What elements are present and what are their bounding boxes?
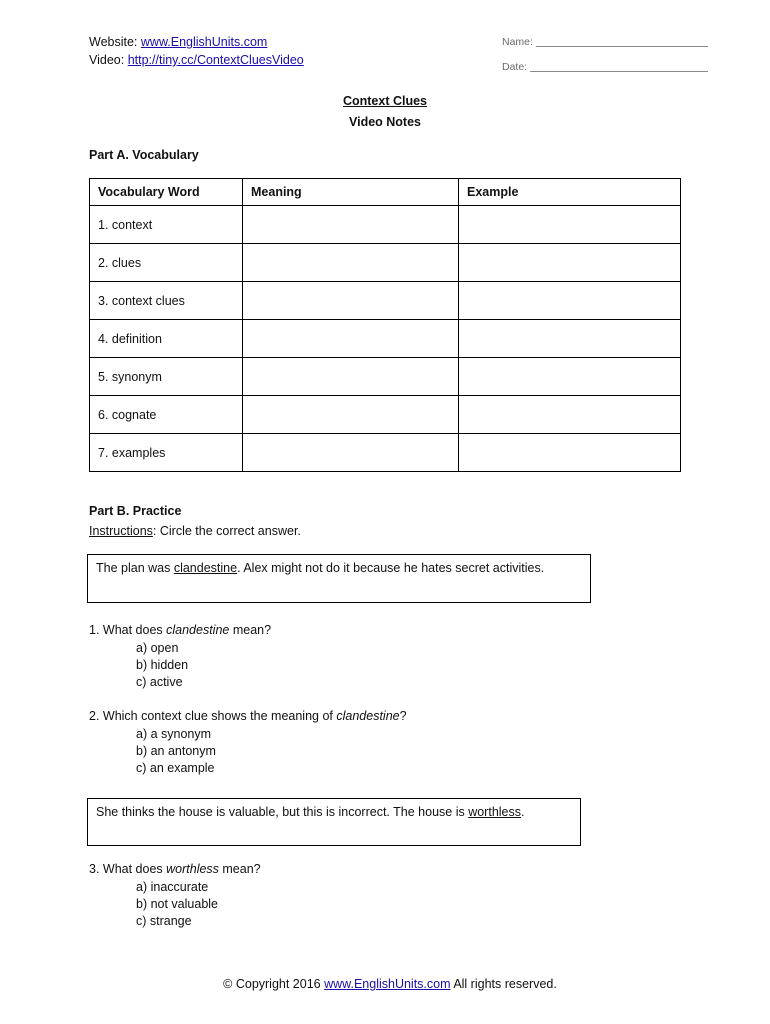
table-row <box>90 396 681 434</box>
meaning-cell[interactable] <box>243 358 459 396</box>
part-b-heading: Part B. Practice <box>89 504 182 518</box>
answer-option[interactable]: b) an antonym <box>136 744 216 758</box>
example-cell[interactable] <box>459 320 681 358</box>
table-row <box>90 282 681 320</box>
instructions-label: Instructions <box>89 524 153 538</box>
meaning-cell[interactable] <box>243 282 459 320</box>
answer-option[interactable]: c) active <box>136 675 183 689</box>
answer-option[interactable]: b) hidden <box>136 658 189 672</box>
question-3-options <box>136 879 218 930</box>
meaning-cell[interactable] <box>243 206 459 244</box>
answer-option[interactable]: a) inaccurate <box>136 880 209 894</box>
answer-option[interactable]: a) a synonym <box>136 727 212 741</box>
vocab-word: 1. context <box>90 206 243 244</box>
table-row <box>90 358 681 396</box>
table-row <box>90 434 681 472</box>
meaning-cell[interactable] <box>243 434 459 472</box>
table-row <box>90 206 681 244</box>
question-1: 1. What does clandestine mean? <box>89 623 272 637</box>
instructions <box>89 524 301 538</box>
question-1-options <box>136 640 188 691</box>
target-word: worthless <box>468 805 521 819</box>
question-3: 3. What does worthless mean? <box>89 862 261 876</box>
passage-box-2: She thinks the house is valuable, but this is incorrect. The house is worthless. <box>87 798 581 846</box>
meaning-cell[interactable] <box>243 244 459 282</box>
date-blank[interactable] <box>530 71 708 72</box>
example-cell[interactable] <box>459 206 681 244</box>
answer-option[interactable]: b) not valuable <box>136 897 219 911</box>
website-line <box>89 35 267 49</box>
question-2-options <box>136 726 216 777</box>
column-header-vocabulary: Vocabulary Word <box>90 179 243 206</box>
table-row <box>90 320 681 358</box>
video-label: Video: <box>89 53 125 67</box>
example-cell[interactable] <box>459 358 681 396</box>
vocab-word: 2. clues <box>90 244 243 282</box>
meaning-cell[interactable] <box>243 396 459 434</box>
example-cell[interactable] <box>459 434 681 472</box>
part-a-heading: Part A. Vocabulary <box>89 148 199 162</box>
meaning-cell[interactable] <box>243 320 459 358</box>
vocab-word: 4. definition <box>90 320 243 358</box>
example-cell[interactable] <box>459 282 681 320</box>
footer <box>0 977 770 991</box>
date-field[interactable] <box>502 61 708 73</box>
question-2: 2. Which context clue shows the meaning of clandestine? <box>89 709 407 723</box>
answer-option[interactable]: a) open <box>136 641 179 655</box>
name-field[interactable] <box>502 36 708 48</box>
name-label: Name: <box>502 36 533 48</box>
target-word: clandestine <box>173 561 238 575</box>
video-link[interactable]: http://tiny.cc/ContextCluesVideo <box>127 53 304 67</box>
example-cell[interactable] <box>459 396 681 434</box>
copyright-text: © Copyright 2016 <box>223 977 325 991</box>
table-row <box>90 244 681 282</box>
column-header-example: Example <box>459 179 681 206</box>
vocab-word: 5. synonym <box>90 358 243 396</box>
column-header-meaning: Meaning <box>243 179 459 206</box>
example-cell[interactable] <box>459 244 681 282</box>
website-label: Website: <box>89 35 138 49</box>
video-line <box>89 53 304 67</box>
vocabulary-table <box>89 178 681 472</box>
footer-link[interactable]: www.EnglishUnits.com <box>324 977 451 991</box>
page-title: Context Clues <box>342 94 428 108</box>
answer-option[interactable]: c) strange <box>136 914 192 928</box>
name-blank[interactable] <box>536 46 708 47</box>
vocab-word: 6. cognate <box>90 396 243 434</box>
vocab-word: 7. examples <box>90 434 243 472</box>
vocab-word: 3. context clues <box>90 282 243 320</box>
website-link[interactable]: www.EnglishUnits.com <box>140 35 268 49</box>
passage-box-1: The plan was clandestine. Alex might not do it because he hates secret activities. <box>87 554 591 603</box>
date-label: Date: <box>502 61 528 73</box>
instructions-text: : Circle the correct answer. <box>152 524 301 538</box>
answer-option[interactable]: c) an example <box>136 761 215 775</box>
table-header-row <box>90 179 681 206</box>
page-subtitle: Video Notes <box>348 115 421 129</box>
rights-text: All rights reserved. <box>450 977 557 991</box>
